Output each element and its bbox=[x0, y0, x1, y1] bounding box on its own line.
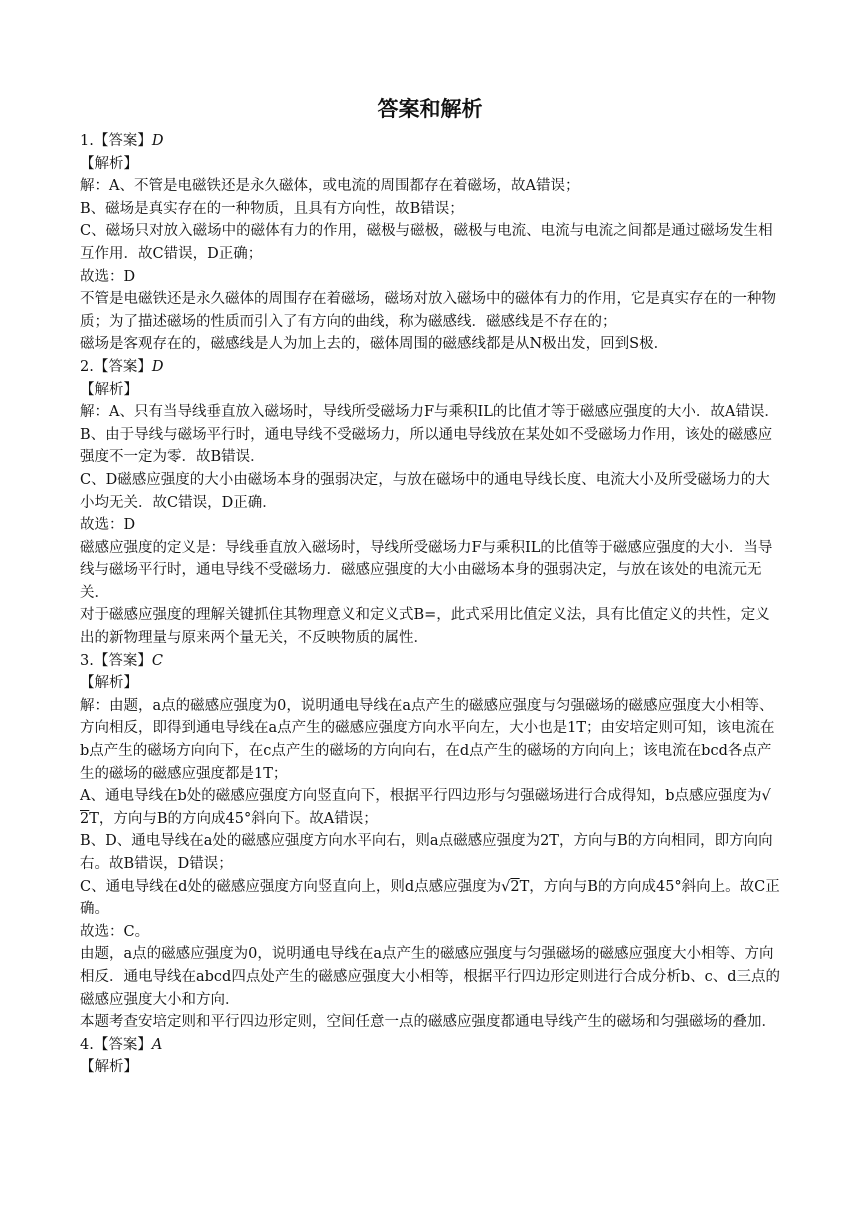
q1-analysis-label: 【解析】 bbox=[80, 155, 138, 172]
q2-analysis-label: 【解析】 bbox=[80, 381, 138, 398]
sqrt-expression: √2 bbox=[80, 788, 771, 827]
page-title: 答案和解析 bbox=[377, 97, 483, 121]
q1-answer-line bbox=[80, 130, 780, 153]
q1-answer-value: D bbox=[151, 133, 164, 149]
q3-line-6: 由题，a点的磁感应强度为0，说明通电导线在a点产生的磁感应强度与匀强磁场的磁感应强度大小相等、方向相反．通电导线在abcd四点处产生的磁感应强度大小相等，根据平行四边形定则进行合成分析b、c、d三点的磁感应强度大小和方向． bbox=[80, 946, 781, 1008]
sqrt-expression: √2 bbox=[501, 878, 520, 895]
q3-line-2 bbox=[80, 785, 780, 830]
q2-line-4: 故选：D bbox=[80, 517, 136, 534]
sqrt-radicand: 2 bbox=[510, 878, 520, 895]
q3-line-1: 解：由题，a点的磁感应强度为0，说明通电导线在a点产生的磁感应强度与匀强磁场的磁感应强度大小相等、方向相反，即得到通电导线在a点产生的磁感应强度方向水平向左，大小也是1T；由安培定则可知，该电流在b点产生的磁场方向向下，在c点产生的磁场的方向向右，在d点产生的磁场的方向向上；该电流在bcd各点产生的磁场的磁感应强度都是1T； bbox=[80, 697, 775, 782]
q2-answer-label: 2.【答案】 bbox=[80, 358, 152, 375]
q2-line-2: B、由于导线与磁场平行时，通电导线不受磁场力，所以通电导线放在某处如不受磁场力作用，该处的磁感应强度不一定为零．故B错误． bbox=[80, 426, 773, 466]
q3-line-4 bbox=[80, 876, 780, 921]
q3-analysis-label: 【解析】 bbox=[80, 675, 138, 692]
q3-line-2-text-b: T，方向与B的方向成45°斜向下。故A错误； bbox=[89, 810, 378, 827]
q3-line-5: 故选：C。 bbox=[80, 923, 150, 940]
q3-line-7: 本题考查安培定则和平行四边形定则，空间任意一点的磁感应强度都通电导线产生的磁场和匀强磁场的叠加． bbox=[80, 1014, 776, 1031]
answer-document bbox=[80, 92, 780, 1079]
q1-line-2: B、磁场是真实存在的一种物质，且具有方向性，故B错误； bbox=[80, 200, 464, 217]
q3-answer-label: 3.【答案】 bbox=[80, 652, 152, 669]
q2-line-6: 对于磁感应强度的理解关键抓住其物理意义和定义式B=，此式采用比值定义法，具有比值定义的共性，定义出的新物理量与原来两个量无关，不反映物质的属性． bbox=[80, 607, 770, 647]
q4-analysis-label: 【解析】 bbox=[80, 1059, 138, 1076]
q1-line-6: 磁场是客观存在的，磁感线是人为加上去的，磁体周围的磁感线都是从N极出发，回到S极． bbox=[80, 336, 669, 353]
q1-answer-label: 1.【答案】 bbox=[80, 133, 152, 149]
q3-line-2-text-a: A、通电导线在b处的磁感应强度方向竖直向下，根据平行四边形与匀强磁场进行合成得知，b点感应强度为 bbox=[80, 788, 762, 805]
q3-answer-value: C bbox=[151, 652, 163, 669]
q2-line-1: 解：A、只有当导线垂直放入磁场时，导线所受磁场力F与乘积IL的比值才等于磁感应强度的大小．故A错误． bbox=[80, 404, 779, 421]
q2-line-3: C、D磁感应强度的大小由磁场本身的强弱决定，与放在磁场中的通电导线长度、电流大小及所受磁场力的大小均无关．故C错误，D正确． bbox=[80, 471, 770, 511]
q1-line-1: 解：A、不管是电磁铁还是永久磁体，或电流的周围都存在着磁场，故A错误； bbox=[80, 178, 580, 195]
q2-answer-value: D bbox=[151, 358, 164, 375]
q3-answer-line bbox=[80, 650, 780, 673]
q4-answer-label: 4.【答案】 bbox=[80, 1036, 152, 1053]
sqrt-radicand: 2 bbox=[80, 810, 90, 827]
q3-line-3: B、D、通电导线在a处的磁感应强度方向水平向右，则a点磁感应强度为2T，方向与B的方向相同，即方向向右。故B错误，D错误； bbox=[80, 833, 773, 872]
q4-answer-line bbox=[80, 1034, 780, 1057]
q2-line-5: 磁感应强度的定义是：导线垂直放入磁场时，导线所受磁场力F与乘积IL的比值等于磁感应强度的大小．当导线与磁场平行时，通电导线不受磁场力．磁感应强度的大小由磁场本身的强弱决定，与放在该处的电流元无关． bbox=[80, 539, 773, 601]
q3-line-4-text-b: T，方向与B的方向成45°斜向上。故C正确。 bbox=[80, 878, 780, 918]
q1-line-3: C、磁场只对放入磁场中的磁体有力的作用，磁极与磁极，磁极与电流、电流与电流之间都是通过磁场发生相互作用．故C错误，D正确； bbox=[80, 223, 773, 262]
q1-line-4: 故选：D bbox=[80, 268, 136, 285]
q2-answer-line bbox=[80, 356, 780, 379]
q1-line-5: 不管是电磁铁还是永久磁体的周围存在着磁场，磁场对放入磁场中的磁体有力的作用，它是真实存在的一种物质；为了描述磁场的性质而引入了有方向的曲线，称为磁感线．磁感线是不存在的； bbox=[80, 291, 776, 330]
q4-answer-value: A bbox=[151, 1036, 163, 1053]
q3-line-4-text-a: C、通电导线在d处的磁感应强度方向竖直向上，则d点感应强度为 bbox=[80, 878, 502, 895]
